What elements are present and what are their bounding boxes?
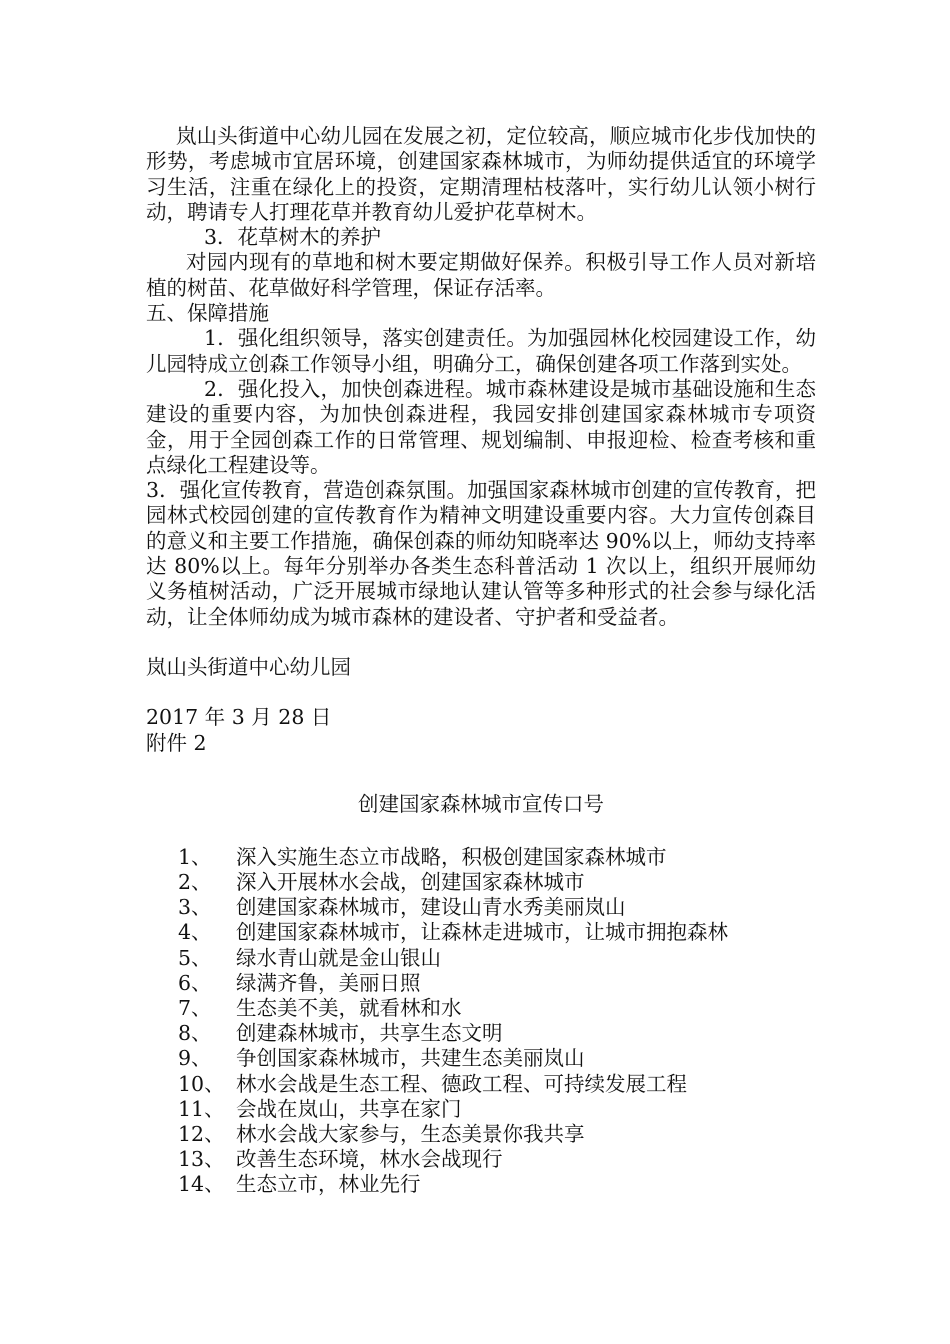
slogan-text: 林水会战大家参与，生态美景你我共享 xyxy=(236,1122,585,1147)
slogan-item xyxy=(146,946,816,971)
slogan-item xyxy=(146,920,816,945)
slogan-text: 绿水青山就是金山银山 xyxy=(236,945,441,970)
slogan-text: 生态美不美，就看林和水 xyxy=(236,996,462,1021)
slogan-number: 9、 xyxy=(178,1046,212,1071)
slogan-number: 8、 xyxy=(178,1021,212,1046)
slogan-number: 2、 xyxy=(178,870,212,895)
document-page xyxy=(146,124,816,1198)
plant-care-paragraph: 对园内现有的草地和树木要定期做好保养。积极引导工作人员对新培植的树苗、花草做好科学管理，保证存活率。 xyxy=(146,250,816,300)
section-heading-measures: 五、保障措施 xyxy=(146,301,269,326)
slogan-item xyxy=(146,1021,816,1046)
slogan-number: 7、 xyxy=(178,996,212,1021)
intro-paragraph: 岚山头街道中心幼儿园在发展之初，定位较高，顺应城市化步伐加快的形势，考虑城市宜居环境，创建国家森林城市，为师幼提供适宜的环境学习生活，注重在绿化上的投资，定期清理枯枝落叶，实行幼儿认领小树行动，聘请专人打理花草并教育幼儿爱护花草树木。 xyxy=(146,124,816,224)
slogan-text: 林水会战是生态工程、德政工程、可持续发展工程 xyxy=(236,1071,687,1096)
slogan-item xyxy=(146,1147,816,1172)
signature-organization: 岚山头街道中心幼儿园 xyxy=(146,654,351,679)
slogan-number: 12、 xyxy=(178,1122,225,1147)
slogan-item xyxy=(146,1122,816,1147)
measure-1-paragraph: 1．强化组织领导，落实创建责任。为加强园林化校园建设工作，幼儿园特成立创森工作领导小组，明确分工，确保创建各项工作落到实处。 xyxy=(146,326,816,376)
slogan-item xyxy=(146,971,816,996)
measure-2-paragraph: 2．强化投入，加快创森进程。城市森林建设是城市基础设施和生态建设的重要内容，为加快创森进程，我园安排创建国家森林城市专项资金，用于全园创森工作的日常管理、规划编制、申报迎检、检查考核和重点绿化工程建设等。 xyxy=(146,376,816,477)
slogan-number: 13、 xyxy=(178,1147,225,1172)
measure-3-paragraph: 3．强化宣传教育，营造创森氛围。加强国家森林城市创建的宣传教育，把园林式校园创建的宣传教育作为精神文明建设重要内容。大力宣传创森目的意义和主要工作措施，确保创森的师幼知晓率达 90%以上，师幼支持率达 80%以上。每年分别举办各类生态科普活动 1 次以上，组织开展师幼义务植树活动，广泛开展城市绿地认建认管等多种形式的社会参与绿化活动，让全体师幼成为城市森林的建设者、守护者和受益者。 xyxy=(146,478,816,629)
slogan-number: 14、 xyxy=(178,1172,225,1197)
slogan-text: 生态立市，林业先行 xyxy=(236,1172,421,1197)
slogan-number: 3、 xyxy=(178,895,212,920)
slogan-item xyxy=(146,996,816,1021)
slogan-item xyxy=(146,895,816,920)
slogan-list xyxy=(146,845,816,1198)
slogan-number: 10、 xyxy=(178,1071,225,1096)
slogan-text: 创建森林城市，共享生态文明 xyxy=(236,1021,503,1046)
slogan-text: 争创国家森林城市，共建生态美丽岚山 xyxy=(236,1046,585,1071)
slogan-text: 绿满齐鲁，美丽日照 xyxy=(236,970,421,995)
slogan-item xyxy=(146,1046,816,1071)
slogan-text: 创建国家森林城市，建设山青水秀美丽岚山 xyxy=(236,895,626,920)
slogan-item xyxy=(146,1172,816,1197)
slogan-item xyxy=(146,845,816,870)
slogan-number: 1、 xyxy=(178,844,212,869)
slogan-text: 改善生态环境，林水会战现行 xyxy=(236,1147,503,1172)
subheading-plant-care: 3．花草树木的养护 xyxy=(204,225,382,250)
document-date: 2017 年 3 月 28 日 xyxy=(146,705,332,730)
slogan-number: 11、 xyxy=(178,1096,225,1121)
attachment-label: 附件 2 xyxy=(146,730,207,755)
slogan-number: 4、 xyxy=(178,920,212,945)
slogan-item xyxy=(146,1097,816,1122)
slogan-text: 会战在岚山，共享在家门 xyxy=(236,1096,462,1121)
slogan-item xyxy=(146,870,816,895)
slogan-number: 6、 xyxy=(178,970,212,995)
slogan-text: 创建国家森林城市，让森林走进城市，让城市拥抱森林 xyxy=(236,920,728,945)
slogan-number: 5、 xyxy=(178,945,212,970)
slogan-text: 深入实施生态立市战略，积极创建国家森林城市 xyxy=(236,844,667,869)
slogan-text: 深入开展林水会战，创建国家森林城市 xyxy=(236,870,585,895)
slogan-title: 创建国家森林城市宣传口号 xyxy=(358,791,604,816)
slogan-item xyxy=(146,1072,816,1097)
